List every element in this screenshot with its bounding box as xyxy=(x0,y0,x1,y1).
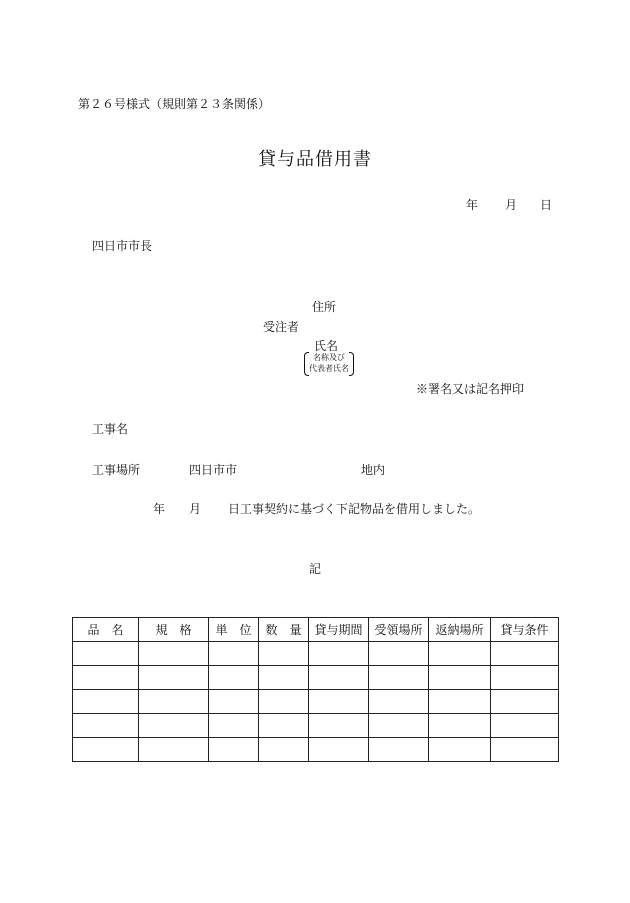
name-label: 氏名 xyxy=(314,339,339,353)
table-cell xyxy=(429,690,491,714)
header-spec: 規 格 xyxy=(139,618,209,642)
table-cell xyxy=(259,738,309,762)
table-cell xyxy=(259,690,309,714)
addressee: 四日市市長 xyxy=(92,239,153,253)
table-cell xyxy=(209,714,259,738)
address-label: 住所 xyxy=(312,300,337,314)
document-title: 貸与品借用書 xyxy=(258,149,372,170)
work-place-suffix: 地内 xyxy=(361,463,386,477)
table-row xyxy=(73,714,559,738)
table-cell xyxy=(139,666,209,690)
header-unit: 単 位 xyxy=(209,618,259,642)
table-cell xyxy=(369,690,429,714)
statement-text: 日工事契約に基づく下記物品を借用しました。 xyxy=(228,502,481,516)
table-cell xyxy=(259,714,309,738)
ki-heading: 記 xyxy=(308,562,321,576)
table-cell xyxy=(73,666,139,690)
table-cell xyxy=(491,738,559,762)
table-cell xyxy=(73,714,139,738)
header-loan-period: 貸与期間 xyxy=(309,618,369,642)
header-quantity: 数 量 xyxy=(259,618,309,642)
name-note-line2: 代表者氏名 xyxy=(309,364,349,373)
table-cell xyxy=(209,666,259,690)
table-cell xyxy=(491,666,559,690)
table-cell xyxy=(209,738,259,762)
work-place-city: 四日市市 xyxy=(189,463,238,477)
table-cell xyxy=(309,738,369,762)
table-cell xyxy=(209,642,259,666)
header-return-place: 返納場所 xyxy=(429,618,491,642)
table-cell xyxy=(73,690,139,714)
work-place-label: 工事場所 xyxy=(92,463,141,477)
table-cell xyxy=(139,738,209,762)
table-cell xyxy=(491,690,559,714)
contractor-label: 受注者 xyxy=(263,320,300,334)
name-note xyxy=(304,352,354,376)
table-cell xyxy=(309,714,369,738)
form-number: 第２６号様式（規則第２３条関係） xyxy=(78,97,271,111)
table-cell xyxy=(491,642,559,666)
right-bracket xyxy=(349,352,354,376)
table-cell xyxy=(309,666,369,690)
date-year-label: 年 xyxy=(466,198,479,212)
table-cell xyxy=(491,714,559,738)
table-cell xyxy=(369,738,429,762)
table-cell xyxy=(429,666,491,690)
left-bracket xyxy=(304,352,309,376)
table-header-row xyxy=(73,618,559,642)
table-cell xyxy=(139,642,209,666)
header-item-name: 品 名 xyxy=(73,618,139,642)
seal-note: ※署名又は記名押印 xyxy=(416,382,525,396)
table-cell xyxy=(429,714,491,738)
table-cell xyxy=(209,690,259,714)
table-cell xyxy=(429,642,491,666)
table-cell xyxy=(309,642,369,666)
table-cell xyxy=(369,666,429,690)
table-cell xyxy=(139,714,209,738)
work-name-label: 工事名 xyxy=(92,422,129,436)
table-row xyxy=(73,666,559,690)
date-day-label: 日 xyxy=(540,198,553,212)
name-note-line1: 名称及び xyxy=(313,353,345,362)
table-cell xyxy=(429,738,491,762)
table-row xyxy=(73,738,559,762)
table-cell xyxy=(369,642,429,666)
date-month-label: 月 xyxy=(505,198,518,212)
table-cell xyxy=(369,714,429,738)
statement-month-label: 月 xyxy=(189,502,202,516)
table-cell xyxy=(309,690,369,714)
table-cell xyxy=(139,690,209,714)
statement-year-label: 年 xyxy=(153,502,166,516)
table-row xyxy=(73,690,559,714)
table-cell xyxy=(73,738,139,762)
table-row xyxy=(73,642,559,666)
header-receipt-place: 受領場所 xyxy=(369,618,429,642)
table-cell xyxy=(259,642,309,666)
header-loan-conditions: 貸与条件 xyxy=(491,618,559,642)
table-cell xyxy=(73,642,139,666)
table-cell xyxy=(259,666,309,690)
items-table xyxy=(72,617,559,762)
